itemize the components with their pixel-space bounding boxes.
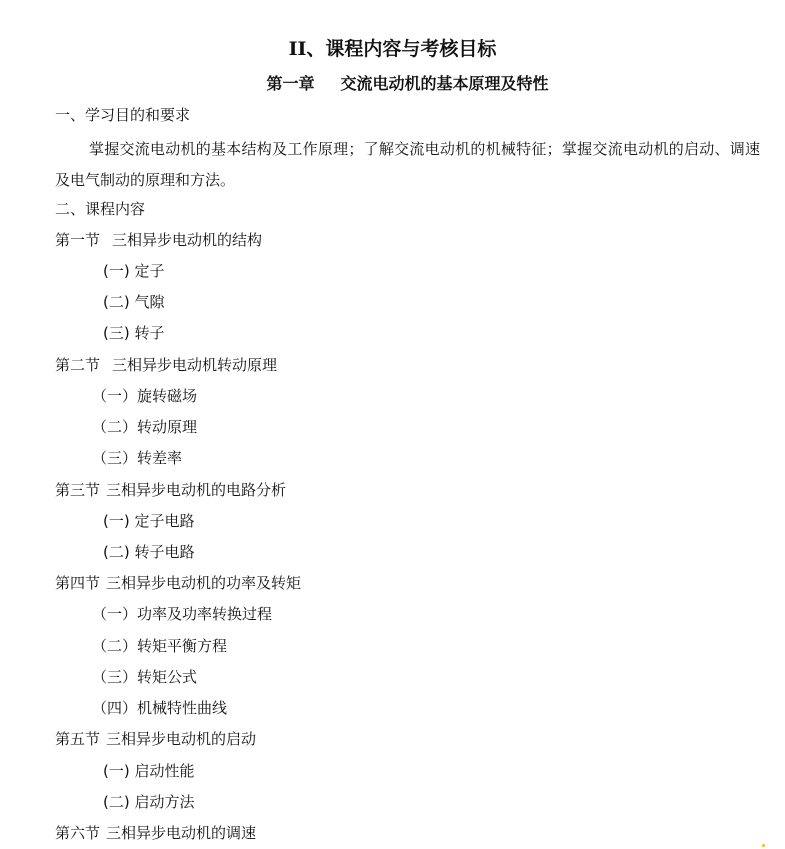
- objectives-paragraph: 掌握交流电动机的基本结构及工作原理；了解交流电动机的机械特征；掌握交流电动机的启动、调速及电气制动的原理和方法。: [55, 140, 760, 189]
- list-item: (二) 气隙: [103, 293, 165, 311]
- section-number: 第一节: [55, 231, 101, 249]
- list-item: （一）旋转磁场: [92, 387, 198, 405]
- list-item: （四）机械特性曲线: [92, 699, 228, 717]
- section-title: 三相异步电动机的调速: [106, 824, 257, 842]
- section-title: 三相异步电动机的电路分析: [106, 481, 287, 499]
- list-item: （三）转矩公式: [92, 668, 198, 686]
- list-item: (一) 定子电路: [103, 512, 195, 530]
- list-item: (一) 启动性能: [103, 762, 195, 780]
- section-heading: [55, 229, 262, 251]
- list-item: （一）功率及功率转换过程: [92, 605, 273, 623]
- section-number: 第六节: [55, 824, 101, 842]
- list-item: （三）转差率: [92, 449, 183, 467]
- objectives-heading: 一、学习目的和要求: [55, 106, 191, 124]
- list-item: （二）转矩平衡方程: [92, 637, 228, 655]
- section-number: 第五节: [55, 730, 101, 748]
- chapter-label: 第一章: [266, 74, 315, 93]
- section-title: 三相异步电动机转动原理: [112, 356, 278, 374]
- list-item: (二) 启动方法: [103, 793, 195, 811]
- list-item: (三) 转子: [103, 324, 165, 342]
- chapter-title: [0, 72, 785, 96]
- section-number: 第四节: [55, 574, 101, 592]
- chapter-name: 交流电动机的基本原理及特性: [340, 74, 549, 93]
- section-number: 第三节: [55, 481, 101, 499]
- section-heading: [55, 572, 301, 594]
- section-heading: [55, 822, 256, 844]
- list-item: (一) 定子: [103, 262, 165, 280]
- section-number: 第二节: [55, 356, 101, 374]
- section-title: 三相异步电动机的启动: [106, 730, 257, 748]
- content-heading: 二、课程内容: [55, 200, 146, 218]
- decorative-dot: [762, 844, 765, 847]
- list-item: (二) 转子电路: [103, 543, 195, 561]
- section-heading: [55, 728, 256, 750]
- section-heading: [55, 479, 286, 501]
- list-item: （二）转动原理: [92, 418, 198, 436]
- section-title: 三相异步电动机的功率及转矩: [106, 574, 302, 592]
- section-heading: [55, 354, 277, 376]
- document-title: II、课程内容与考核目标: [288, 38, 497, 60]
- section-title: 三相异步电动机的结构: [112, 231, 263, 249]
